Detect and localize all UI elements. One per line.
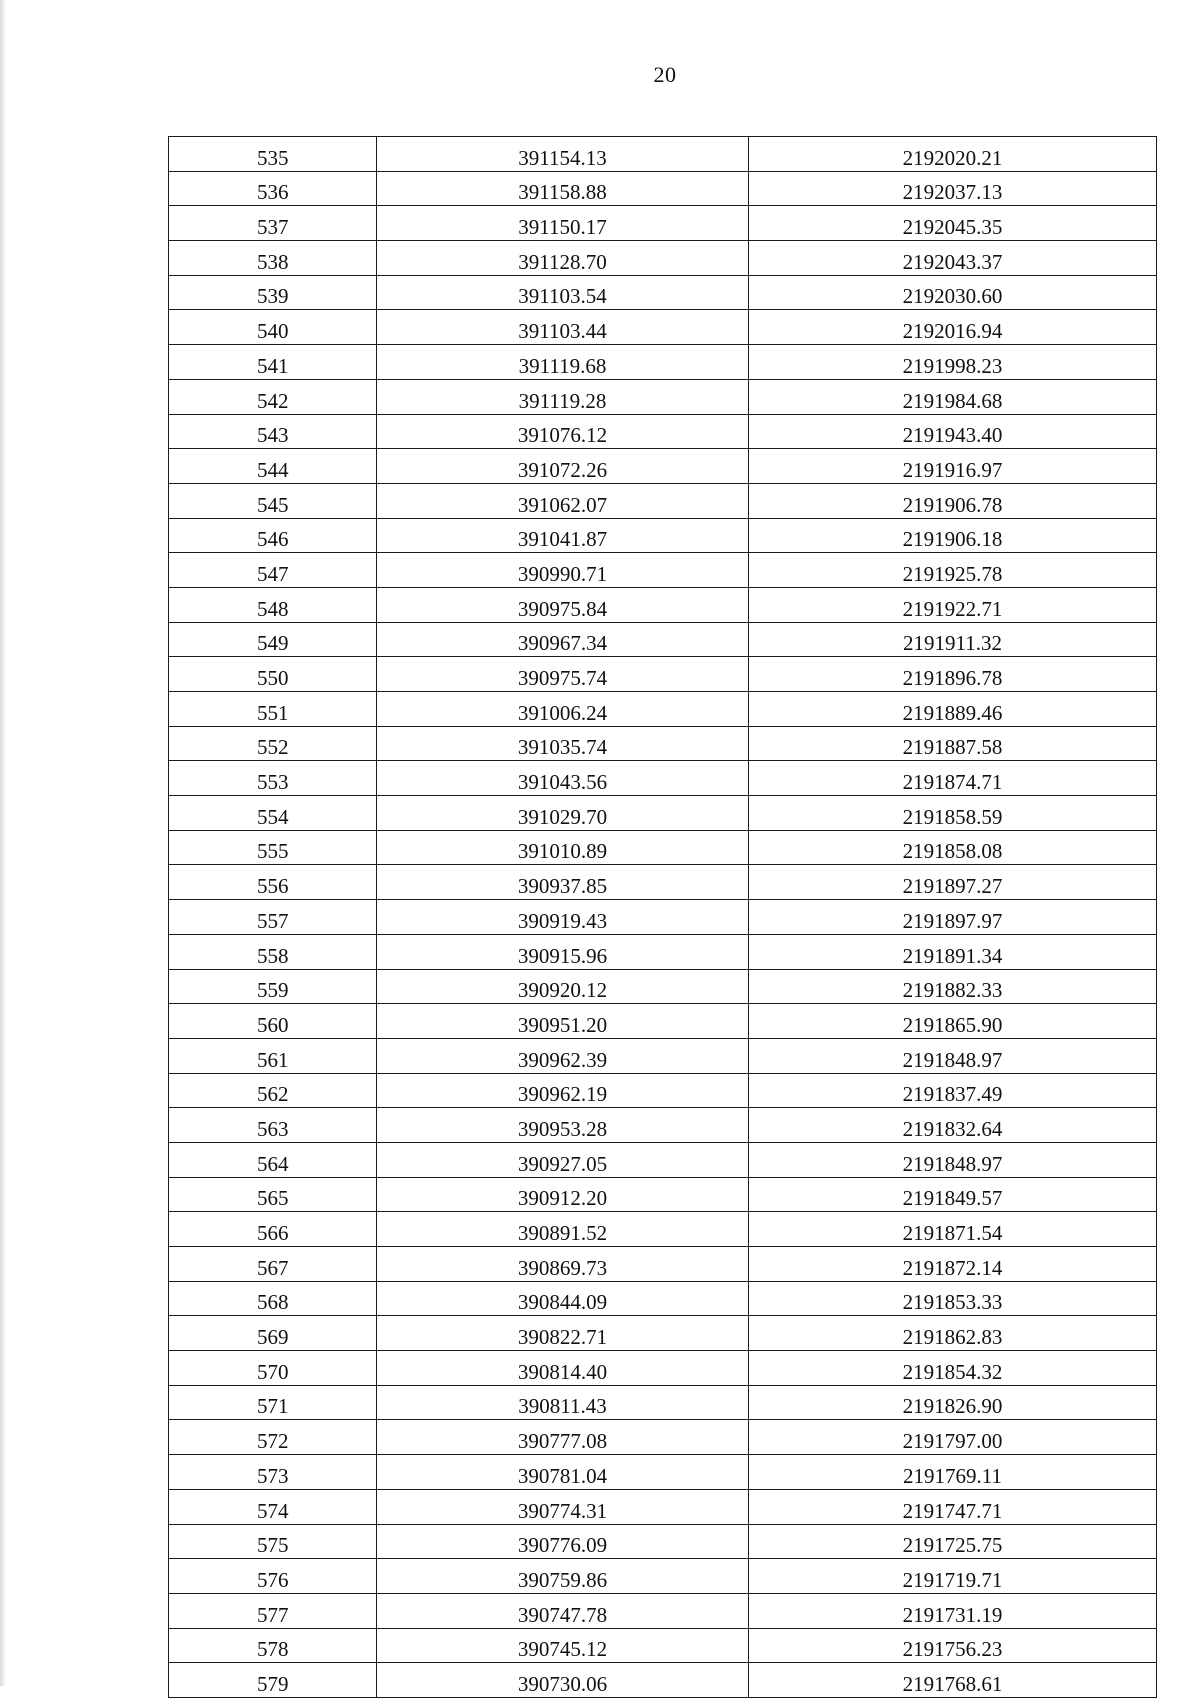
x-coordinate-cell: 390919.43 <box>377 900 749 935</box>
point-number-cell: 563 <box>169 1108 377 1143</box>
table-row <box>169 1385 1157 1420</box>
point-number-cell: 544 <box>169 449 377 484</box>
y-coordinate-cell: 2191769.11 <box>749 1455 1157 1490</box>
table-row <box>169 241 1157 276</box>
y-coordinate-cell: 2191725.75 <box>749 1524 1157 1559</box>
point-number-cell: 549 <box>169 622 377 657</box>
y-coordinate-cell: 2191719.71 <box>749 1559 1157 1594</box>
point-number-cell: 559 <box>169 969 377 1004</box>
x-coordinate-cell: 390781.04 <box>377 1455 749 1490</box>
y-coordinate-cell: 2191906.18 <box>749 518 1157 553</box>
y-coordinate-cell: 2192020.21 <box>749 137 1157 172</box>
y-coordinate-cell: 2191849.57 <box>749 1177 1157 1212</box>
x-coordinate-cell: 391035.74 <box>377 726 749 761</box>
y-coordinate-cell: 2192030.60 <box>749 275 1157 310</box>
point-number-cell: 551 <box>169 692 377 727</box>
x-coordinate-cell: 391072.26 <box>377 449 749 484</box>
table-row <box>169 1108 1157 1143</box>
y-coordinate-cell: 2191854.32 <box>749 1351 1157 1386</box>
table-row <box>169 1455 1157 1490</box>
x-coordinate-cell: 390912.20 <box>377 1177 749 1212</box>
table-row <box>169 345 1157 380</box>
y-coordinate-cell: 2191848.97 <box>749 1038 1157 1073</box>
coordinates-table-body <box>169 137 1157 1698</box>
y-coordinate-cell: 2191897.97 <box>749 900 1157 935</box>
x-coordinate-cell: 390937.85 <box>377 865 749 900</box>
y-coordinate-cell: 2191984.68 <box>749 379 1157 414</box>
point-number-cell: 567 <box>169 1247 377 1282</box>
point-number-cell: 573 <box>169 1455 377 1490</box>
table-row <box>169 587 1157 622</box>
y-coordinate-cell: 2191891.34 <box>749 934 1157 969</box>
point-number-cell: 558 <box>169 934 377 969</box>
point-number-cell: 577 <box>169 1593 377 1628</box>
x-coordinate-cell: 390962.39 <box>377 1038 749 1073</box>
point-number-cell: 571 <box>169 1385 377 1420</box>
x-coordinate-cell: 390774.31 <box>377 1489 749 1524</box>
point-number-cell: 545 <box>169 483 377 518</box>
y-coordinate-cell: 2191747.71 <box>749 1489 1157 1524</box>
point-number-cell: 569 <box>169 1316 377 1351</box>
point-number-cell: 550 <box>169 657 377 692</box>
x-coordinate-cell: 390811.43 <box>377 1385 749 1420</box>
y-coordinate-cell: 2191768.61 <box>749 1663 1157 1698</box>
table-row <box>169 483 1157 518</box>
y-coordinate-cell: 2192045.35 <box>749 206 1157 241</box>
table-row <box>169 275 1157 310</box>
point-number-cell: 539 <box>169 275 377 310</box>
x-coordinate-cell: 391103.54 <box>377 275 749 310</box>
y-coordinate-cell: 2191897.27 <box>749 865 1157 900</box>
y-coordinate-cell: 2191874.71 <box>749 761 1157 796</box>
y-coordinate-cell: 2191826.90 <box>749 1385 1157 1420</box>
table-row <box>169 171 1157 206</box>
y-coordinate-cell: 2191916.97 <box>749 449 1157 484</box>
table-row <box>169 865 1157 900</box>
x-coordinate-cell: 391010.89 <box>377 830 749 865</box>
table-row <box>169 796 1157 831</box>
table-row <box>169 692 1157 727</box>
x-coordinate-cell: 391041.87 <box>377 518 749 553</box>
y-coordinate-cell: 2192043.37 <box>749 241 1157 276</box>
table-row <box>169 310 1157 345</box>
table-row <box>169 137 1157 172</box>
y-coordinate-cell: 2191797.00 <box>749 1420 1157 1455</box>
y-coordinate-cell: 2191862.83 <box>749 1316 1157 1351</box>
point-number-cell: 570 <box>169 1351 377 1386</box>
y-coordinate-cell: 2191922.71 <box>749 587 1157 622</box>
x-coordinate-cell: 390869.73 <box>377 1247 749 1282</box>
point-number-cell: 575 <box>169 1524 377 1559</box>
y-coordinate-cell: 2192037.13 <box>749 171 1157 206</box>
y-coordinate-cell: 2191998.23 <box>749 345 1157 380</box>
point-number-cell: 555 <box>169 830 377 865</box>
x-coordinate-cell: 390844.09 <box>377 1281 749 1316</box>
table-row <box>169 414 1157 449</box>
x-coordinate-cell: 390747.78 <box>377 1593 749 1628</box>
table-row <box>169 1073 1157 1108</box>
table-row <box>169 1004 1157 1039</box>
table-row <box>169 1628 1157 1663</box>
x-coordinate-cell: 391103.44 <box>377 310 749 345</box>
y-coordinate-cell: 2191848.97 <box>749 1142 1157 1177</box>
coordinates-table <box>168 136 1157 1698</box>
point-number-cell: 564 <box>169 1142 377 1177</box>
table-row <box>169 969 1157 1004</box>
x-coordinate-cell: 390951.20 <box>377 1004 749 1039</box>
point-number-cell: 536 <box>169 171 377 206</box>
point-number-cell: 556 <box>169 865 377 900</box>
y-coordinate-cell: 2191858.08 <box>749 830 1157 865</box>
y-coordinate-cell: 2192016.94 <box>749 310 1157 345</box>
table-row <box>169 830 1157 865</box>
x-coordinate-cell: 390745.12 <box>377 1628 749 1663</box>
y-coordinate-cell: 2191865.90 <box>749 1004 1157 1039</box>
table-row <box>169 761 1157 796</box>
x-coordinate-cell: 390927.05 <box>377 1142 749 1177</box>
y-coordinate-cell: 2191837.49 <box>749 1073 1157 1108</box>
y-coordinate-cell: 2191756.23 <box>749 1628 1157 1663</box>
scan-edge <box>0 0 6 1686</box>
x-coordinate-cell: 391128.70 <box>377 241 749 276</box>
table-row <box>169 622 1157 657</box>
x-coordinate-cell: 391029.70 <box>377 796 749 831</box>
x-coordinate-cell: 391158.88 <box>377 171 749 206</box>
y-coordinate-cell: 2191887.58 <box>749 726 1157 761</box>
point-number-cell: 548 <box>169 587 377 622</box>
table-row <box>169 1351 1157 1386</box>
point-number-cell: 535 <box>169 137 377 172</box>
table-row <box>169 726 1157 761</box>
point-number-cell: 542 <box>169 379 377 414</box>
x-coordinate-cell: 391076.12 <box>377 414 749 449</box>
point-number-cell: 553 <box>169 761 377 796</box>
y-coordinate-cell: 2191896.78 <box>749 657 1157 692</box>
point-number-cell: 554 <box>169 796 377 831</box>
table-row <box>169 1142 1157 1177</box>
point-number-cell: 537 <box>169 206 377 241</box>
table-row <box>169 1177 1157 1212</box>
x-coordinate-cell: 390975.74 <box>377 657 749 692</box>
table-row <box>169 1212 1157 1247</box>
y-coordinate-cell: 2191872.14 <box>749 1247 1157 1282</box>
point-number-cell: 543 <box>169 414 377 449</box>
point-number-cell: 560 <box>169 1004 377 1039</box>
x-coordinate-cell: 391119.68 <box>377 345 749 380</box>
table-row <box>169 657 1157 692</box>
y-coordinate-cell: 2191731.19 <box>749 1593 1157 1628</box>
x-coordinate-cell: 391150.17 <box>377 206 749 241</box>
point-number-cell: 538 <box>169 241 377 276</box>
table-row <box>169 449 1157 484</box>
x-coordinate-cell: 390730.06 <box>377 1663 749 1698</box>
x-coordinate-cell: 391062.07 <box>377 483 749 518</box>
point-number-cell: 572 <box>169 1420 377 1455</box>
y-coordinate-cell: 2191853.33 <box>749 1281 1157 1316</box>
table-row <box>169 1663 1157 1698</box>
x-coordinate-cell: 390953.28 <box>377 1108 749 1143</box>
y-coordinate-cell: 2191889.46 <box>749 692 1157 727</box>
point-number-cell: 540 <box>169 310 377 345</box>
point-number-cell: 576 <box>169 1559 377 1594</box>
y-coordinate-cell: 2191925.78 <box>749 553 1157 588</box>
point-number-cell: 565 <box>169 1177 377 1212</box>
table-row <box>169 518 1157 553</box>
y-coordinate-cell: 2191858.59 <box>749 796 1157 831</box>
x-coordinate-cell: 390975.84 <box>377 587 749 622</box>
table-row <box>169 1593 1157 1628</box>
x-coordinate-cell: 390962.19 <box>377 1073 749 1108</box>
table-row <box>169 206 1157 241</box>
x-coordinate-cell: 390759.86 <box>377 1559 749 1594</box>
x-coordinate-cell: 391154.13 <box>377 137 749 172</box>
x-coordinate-cell: 390777.08 <box>377 1420 749 1455</box>
x-coordinate-cell: 390967.34 <box>377 622 749 657</box>
point-number-cell: 541 <box>169 345 377 380</box>
table-row <box>169 1559 1157 1594</box>
x-coordinate-cell: 390990.71 <box>377 553 749 588</box>
table-row <box>169 1420 1157 1455</box>
x-coordinate-cell: 391043.56 <box>377 761 749 796</box>
table-row <box>169 1038 1157 1073</box>
y-coordinate-cell: 2191943.40 <box>749 414 1157 449</box>
y-coordinate-cell: 2191911.32 <box>749 622 1157 657</box>
point-number-cell: 552 <box>169 726 377 761</box>
y-coordinate-cell: 2191882.33 <box>749 969 1157 1004</box>
point-number-cell: 568 <box>169 1281 377 1316</box>
point-number-cell: 574 <box>169 1489 377 1524</box>
table-row <box>169 934 1157 969</box>
table-row <box>169 1524 1157 1559</box>
x-coordinate-cell: 390920.12 <box>377 969 749 1004</box>
x-coordinate-cell: 390776.09 <box>377 1524 749 1559</box>
point-number-cell: 578 <box>169 1628 377 1663</box>
y-coordinate-cell: 2191871.54 <box>749 1212 1157 1247</box>
point-number-cell: 557 <box>169 900 377 935</box>
point-number-cell: 562 <box>169 1073 377 1108</box>
point-number-cell: 561 <box>169 1038 377 1073</box>
x-coordinate-cell: 390891.52 <box>377 1212 749 1247</box>
x-coordinate-cell: 391006.24 <box>377 692 749 727</box>
table-row <box>169 900 1157 935</box>
table-row <box>169 553 1157 588</box>
y-coordinate-cell: 2191906.78 <box>749 483 1157 518</box>
table-row <box>169 1281 1157 1316</box>
table-row <box>169 379 1157 414</box>
table-row <box>169 1316 1157 1351</box>
y-coordinate-cell: 2191832.64 <box>749 1108 1157 1143</box>
point-number-cell: 546 <box>169 518 377 553</box>
table-row <box>169 1489 1157 1524</box>
point-number-cell: 566 <box>169 1212 377 1247</box>
x-coordinate-cell: 390814.40 <box>377 1351 749 1386</box>
page-number: 20 <box>653 62 677 87</box>
x-coordinate-cell: 390915.96 <box>377 934 749 969</box>
x-coordinate-cell: 390822.71 <box>377 1316 749 1351</box>
point-number-cell: 547 <box>169 553 377 588</box>
table-row <box>169 1247 1157 1282</box>
point-number-cell: 579 <box>169 1663 377 1698</box>
x-coordinate-cell: 391119.28 <box>377 379 749 414</box>
